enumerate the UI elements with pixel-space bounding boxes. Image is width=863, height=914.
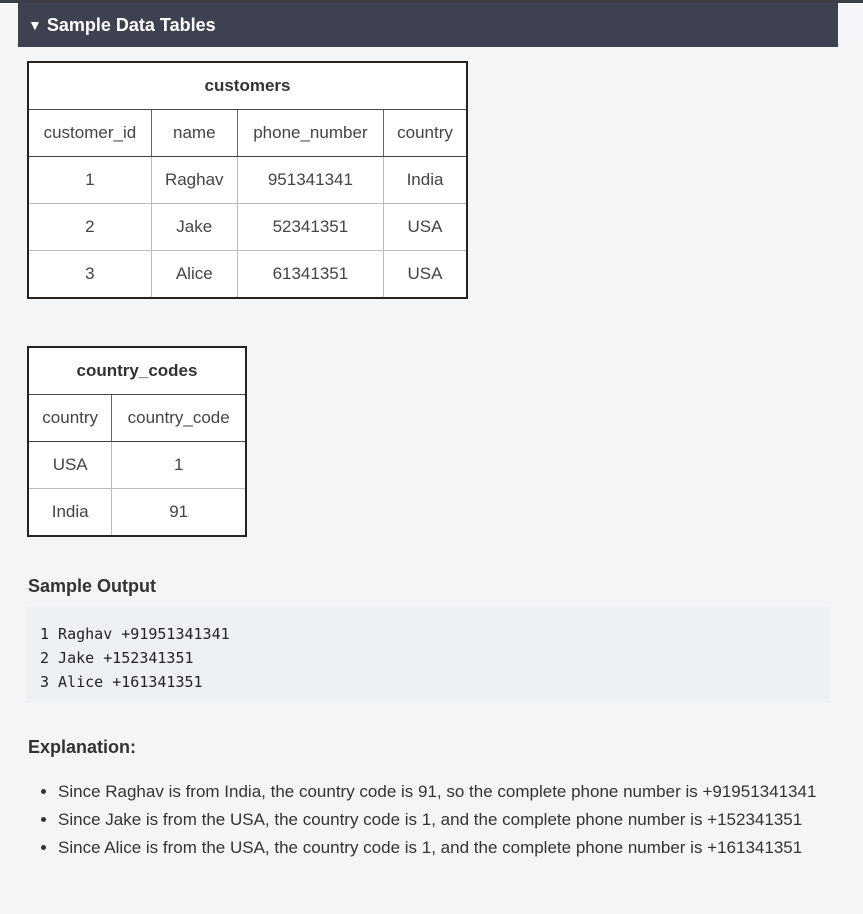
column-header: name xyxy=(151,110,237,157)
country-codes-table xyxy=(27,346,247,537)
table-cell: India xyxy=(28,489,112,537)
table-cell: Raghav xyxy=(151,157,237,204)
table-cell: 52341351 xyxy=(237,204,383,251)
table-cell: USA xyxy=(28,442,112,489)
table-header-row xyxy=(28,110,467,157)
column-header: phone_number xyxy=(237,110,383,157)
list-item: • Since Raghav is from India, the country code is 91, so the complete phone number is +91951341341 xyxy=(58,780,838,803)
explanation-list xyxy=(28,780,838,864)
table-cell: USA xyxy=(384,251,467,299)
column-header: country xyxy=(28,395,112,442)
code-line: 1 Raghav +91951341341 xyxy=(40,625,230,643)
section-title: Sample Data Tables xyxy=(46,14,216,35)
code-line: 2 Jake +152341351 xyxy=(40,649,194,667)
sample-output-heading: Sample Output xyxy=(28,576,157,596)
table-title: customers xyxy=(28,62,467,110)
sample-output-code-block xyxy=(27,607,829,703)
list-item: • Since Alice is from the USA, the country code is 1, and the complete phone number is +161341351 xyxy=(58,836,838,859)
table-row xyxy=(28,251,467,299)
table-title: country_codes xyxy=(28,347,246,395)
table-cell: 1 xyxy=(28,157,151,204)
customers-table xyxy=(27,61,468,299)
table-cell: Jake xyxy=(151,204,237,251)
triangle-down-icon: ▼ xyxy=(28,17,42,33)
table-header-row xyxy=(28,395,246,442)
list-item: • Since Jake is from the USA, the country code is 1, and the complete phone number is +152341351 xyxy=(58,808,838,831)
table-cell: 2 xyxy=(28,204,151,251)
sample-data-tables-toggle[interactable] xyxy=(18,3,838,47)
column-header: country_code xyxy=(112,395,246,442)
table-cell: Alice xyxy=(151,251,237,299)
code-line: 3 Alice +161341351 xyxy=(40,673,203,691)
column-header: country xyxy=(384,110,467,157)
table-row xyxy=(28,157,467,204)
explanation-heading: Explanation: xyxy=(28,737,137,757)
table-cell: USA xyxy=(384,204,467,251)
table-cell: 61341351 xyxy=(237,251,383,299)
table-cell: 91 xyxy=(112,489,246,537)
column-header: customer_id xyxy=(28,110,151,157)
table-cell: 951341341 xyxy=(237,157,383,204)
table-row xyxy=(28,442,246,489)
table-row xyxy=(28,489,246,537)
table-cell: India xyxy=(384,157,467,204)
table-cell: 1 xyxy=(112,442,246,489)
table-row xyxy=(28,204,467,251)
table-cell: 3 xyxy=(28,251,151,299)
